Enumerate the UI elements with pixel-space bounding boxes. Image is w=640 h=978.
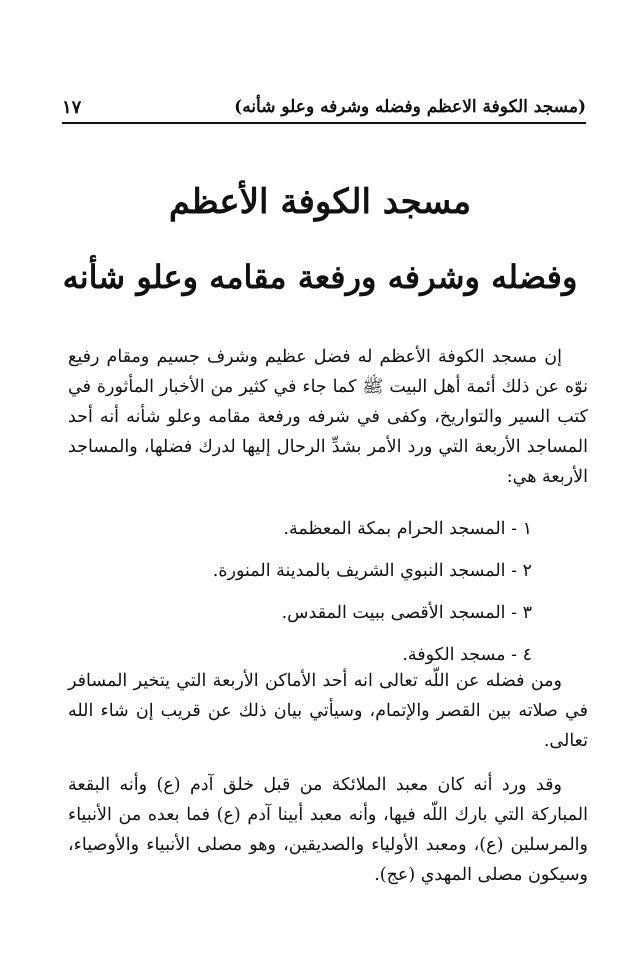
chapter-title: مسجد الكوفة الأعظم xyxy=(168,182,472,222)
mosques-list xyxy=(68,508,588,676)
history-paragraph xyxy=(68,770,588,890)
list-item: ٤ - مسجد الكوفة. xyxy=(402,645,532,665)
chapter-subtitle: وفضله وشرفه ورفعة مقامه وعلو شأنه xyxy=(62,258,578,296)
paragraph-text: ومن فضله عن اللّه تعالى انه أحد الأماكن الأربعة التي يتخير المسافر في صلاته بين القصر والإتمام، وسيأتي بيان ذلك عن قريب إن شاء الله تعالى. xyxy=(68,671,588,751)
list-item: ٢ - المسجد النبوي الشريف بالمدينة المنورة. xyxy=(212,561,532,581)
virtue-paragraph xyxy=(68,666,588,756)
list-item: ٣ - المسجد الأقصى ببيت المقدس. xyxy=(281,603,532,623)
paragraph-text: وقد ورد أنه كان معبد الملائكة من قبل خلق آدم (ع) وأنه البقعة المباركة التي بارك اللّه فيها، وأنه معبد أبينا آدم (ع) فما بعده من الأنبياء والمرسلين (ع)، ومعبد الأولياء والصديقين، وهو مصلى الأنبياء والأوصياء، وسيكون مصلى المهدي (عج). xyxy=(68,775,588,885)
running-header xyxy=(62,92,586,124)
list-item: ١ - المسجد الحرام بمكة المعظمة. xyxy=(283,519,532,539)
intro-paragraph xyxy=(68,342,588,492)
paragraph-text: إن مسجد الكوفة الأعظم له فضل عظيم وشرف جسيم ومقام رفيع نوّه عن ذلك أئمة أهل البيت ﷺ كما جاء في كثير من الأخبار المأثورة في كتب السير والتواريخ، وكفى في شرفه ورفعة مقامه وعلو شأنه أنه أحد المساجد الأربعة التي ورد الأمر بشدِّ الرحال إليها لدرك فضلها، والمساجد الأربعة هي: xyxy=(68,347,588,487)
running-title: (مسجد الكوفة الاعظم وفضله وشرفه وعلو شأنه) xyxy=(234,97,586,117)
page-number: ١٧ xyxy=(62,96,82,118)
